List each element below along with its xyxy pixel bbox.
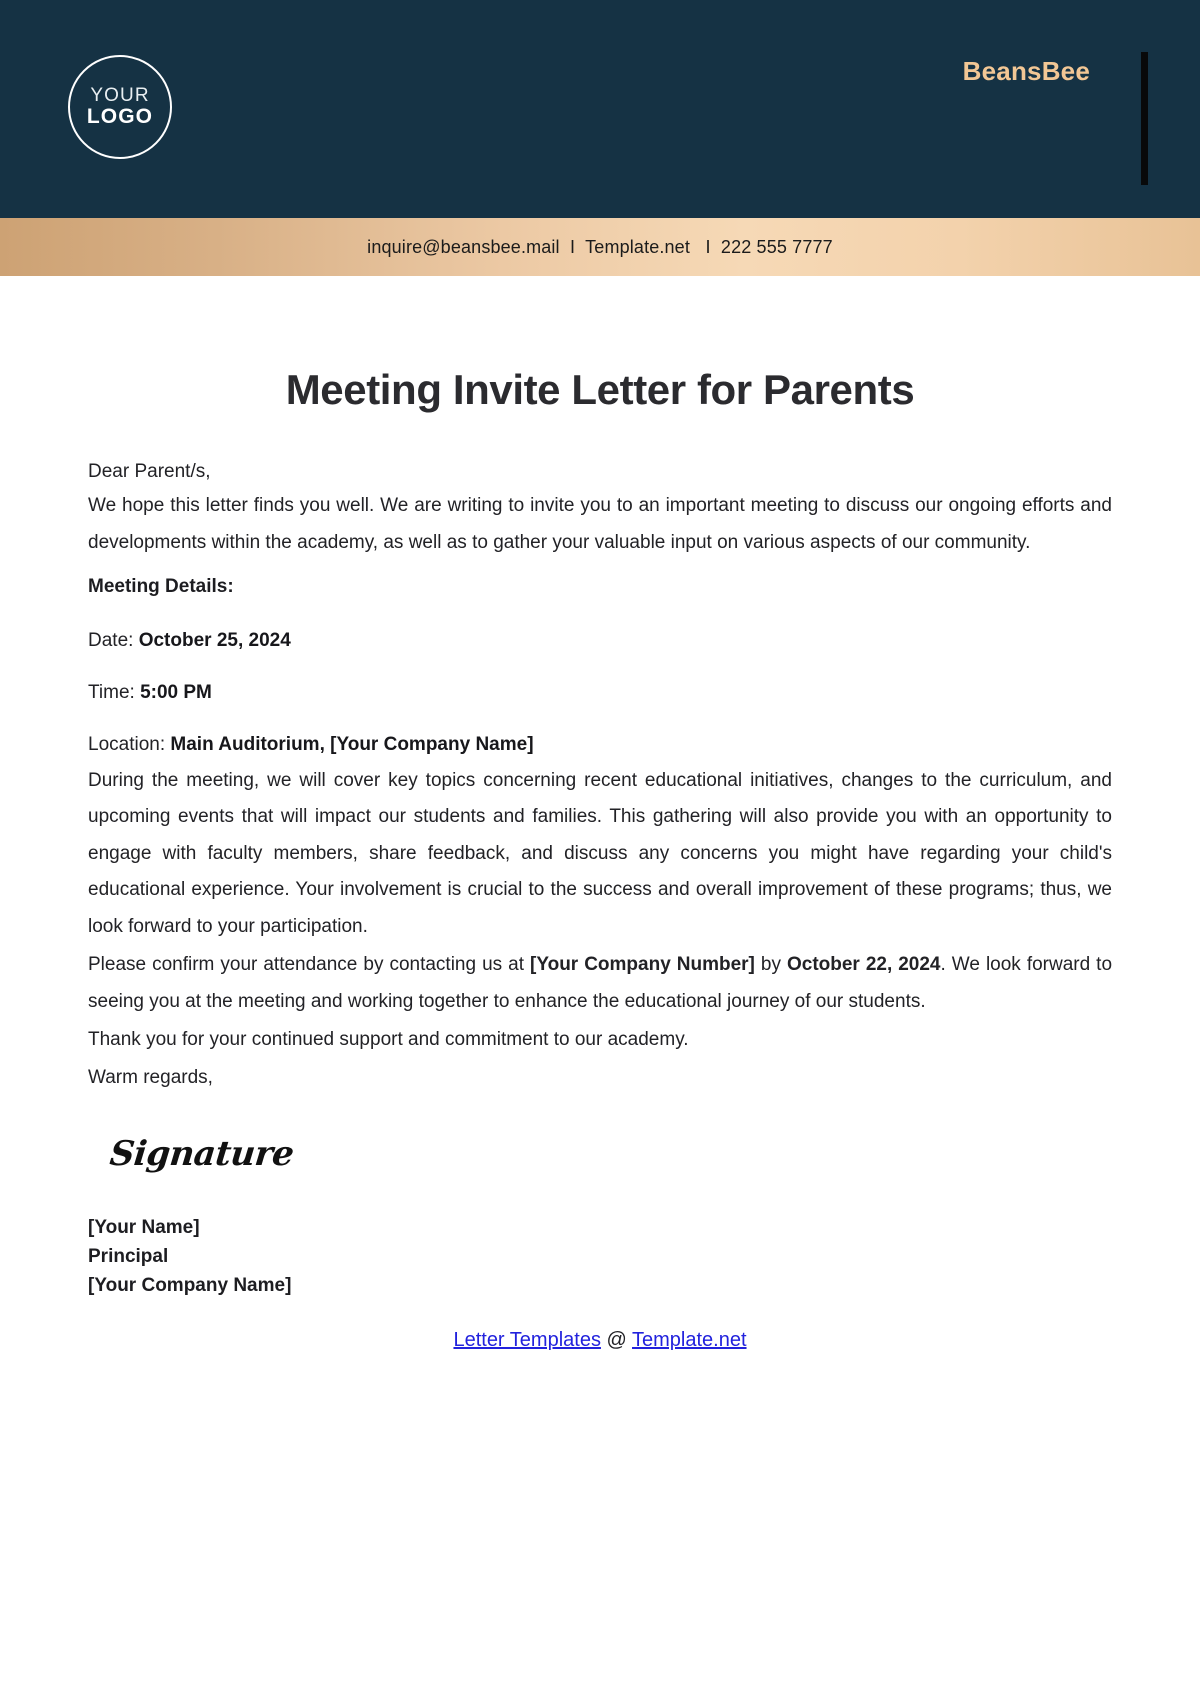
detail-row-date [88,626,1112,656]
detail-value-date: October 25, 2024 [138,629,291,651]
body-paragraph: During the meeting, we will cover key topics concerning recent educational initiatives, changes to the curriculum, and upcoming events that will impact our students and families. This gathering will also provide you with an opportunity to engage with faculty members, share feedback, and discuss any concerns you might have regarding your child's educational experience. Your involvement is crucial to the success and overall improvement of these programs; thus, we look forward to your participation. [88,769,1112,937]
confirm-deadline-date: October 22, 2024 [786,954,941,976]
detail-value-time: 5:00 PM [140,682,212,704]
confirm-part-1: Please confirm your attendance by contacting us at [88,954,530,976]
regards-line: Warm regards, [88,1067,213,1089]
footer-separator: @ [600,1328,633,1351]
detail-row-location [88,730,1112,760]
intro-paragraph: We hope this letter finds you well. We are writing to invite you to an important meeting to discuss our ongoing efforts and developments within the academy, as well as to gather your valuable input on various aspects of our community. [88,495,1112,553]
page-title: Meeting Invite Letter for Parents [285,366,915,413]
signoff-name: [Your Name] [88,1217,200,1239]
signoff-role: Principal [88,1246,169,1268]
brand-vertical-rule [1141,52,1148,185]
detail-label-time: Time: [88,682,141,704]
logo-line-logo: LOGO [86,104,154,128]
detail-label-location: Location: [88,734,171,756]
salutation: Dear Parent/s, [88,461,211,482]
meeting-details-heading: Meeting Details: [88,576,234,598]
signoff-block [88,1214,1112,1301]
detail-value-location: Main Auditorium, [Your Company Name] [170,734,534,756]
confirmation-paragraph [88,947,1112,1020]
footer-attribution [88,1329,1112,1352]
thanks-line: Thank you for your continued support and commitment to our academy. [88,1029,689,1051]
detail-label-date: Date: [88,629,139,651]
contact-bar [0,218,1200,276]
logo-placeholder [68,55,172,159]
confirm-part-2: by [754,954,787,976]
logo-line-your: YOUR [90,85,150,106]
template-net-link[interactable]: Template.net [632,1328,747,1351]
detail-row-time [88,678,1112,708]
brand-name: BeansBee [962,56,1090,86]
page-header [0,0,1200,218]
signature-script: Signature [107,1134,296,1175]
confirm-part-3: . We look forward to seeing you at the meeting and working together to enhance the educational journey of our students. [88,954,1113,1012]
letter-templates-link[interactable]: Letter Templates [453,1328,601,1351]
letter-body [0,366,1200,1352]
contact-info-text: inquire@beansbee.mail I Template.net I 222 555 7777 [367,236,833,257]
confirm-company-number: [Your Company Number] [530,954,755,976]
signoff-company: [Your Company Name] [88,1275,292,1297]
